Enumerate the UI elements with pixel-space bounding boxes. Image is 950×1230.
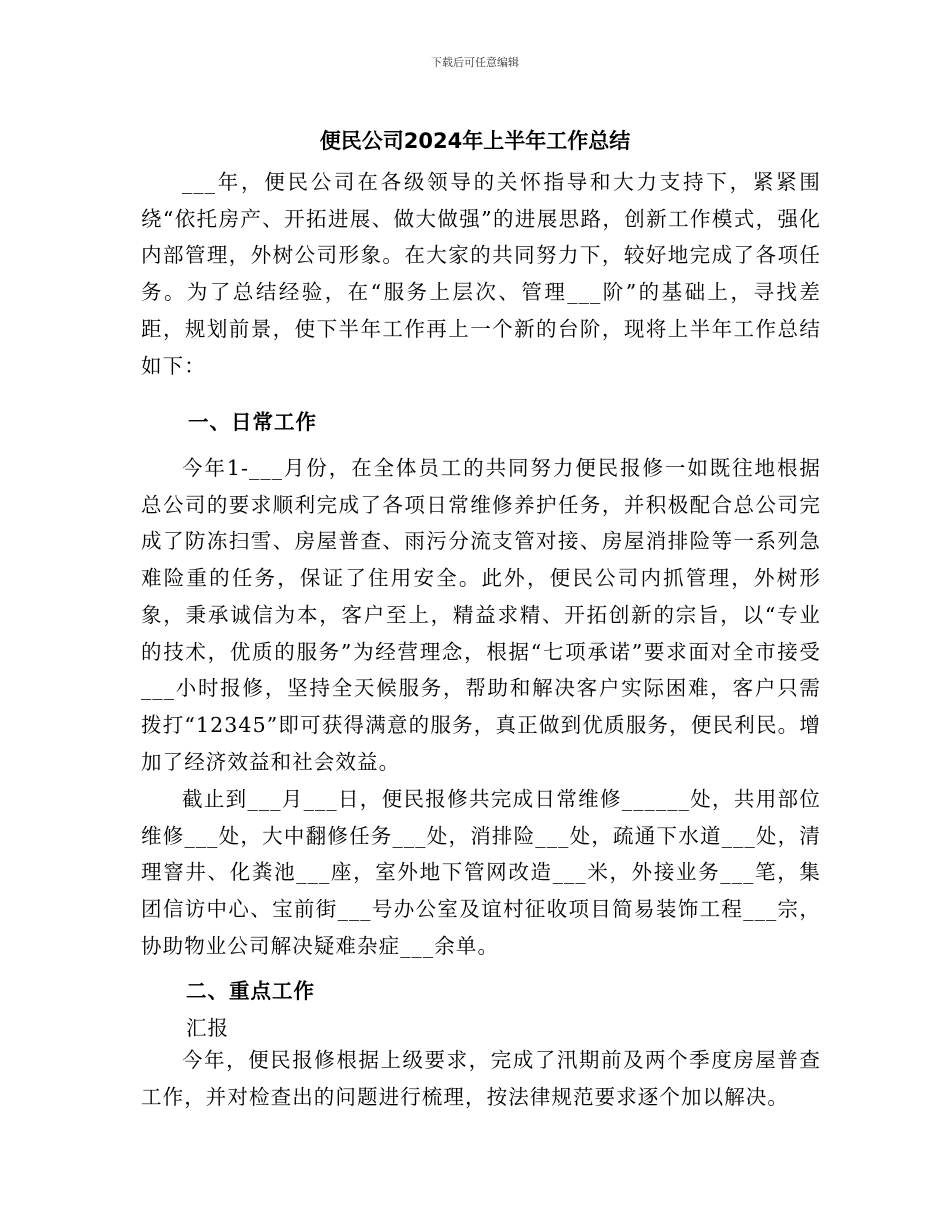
daily-work-paragraph-1: 今年1-___月份，在全体员工的共同努力便民报修一如既往地根据总公司的要求顺利完成了各项日常维修养护任务，并积极配合总公司完成了防冻扫雪、房屋普查、雨污分流支管对接、房屋消排险等一系列急难险重的任务，保证了住用安全。此外，便民公司内抓管理，外树形象，秉承诚信为本，客户至上，精益求精、开拓创新的宗旨，以“专业的技术，优质的服务”为经营理念，根据“七项承诺”要求面对全市接受___小时报修，坚持全天候服务，帮助和解决客户实际困难，客户只需拨打“12345”即可获得满意的服务，真正做到优质服务，便民利民。增加了经济效益和社会效益。 xyxy=(141,456,821,774)
key-work-paragraph-1: 今年，便民报修根据上级要求，完成了汛期前及两个季度房屋普查工作，并对检查出的问题进行梳理，按法律规范要求逐个加以解决。 xyxy=(141,1048,821,1109)
daily-work-paragraph-2: 截止到___月___日，便民报修共完成日常维修______处，共用部位维修___处，大中翻修任务___处，消排险___处，疏通下水道___处，清理窨井、化粪池___座，室外地下管网改造___米，外接业务___笔，集团信访中心、宝前街___号办公室及谊村征收项目简易装饰工程___宗，协助物业公司解决疑难杂症___余单。 xyxy=(141,787,821,958)
document-title: 便民公司2024年上半年工作总结 xyxy=(319,129,631,153)
section-heading-key-work: 二、重点工作 xyxy=(186,979,315,1003)
report-subheading: 汇报 xyxy=(186,1016,229,1040)
header-note: 下载后可任意编辑 xyxy=(431,56,519,69)
intro-paragraph: ___年，便民公司在各级领导的关怀指导和大力支持下，紧紧围绕“依托房产、开拓进展、做大做强”的进展思路，创新工作模式，强化内部管理，外树公司形象。在大家的共同努力下，较好地完成了各项任务。为了总结经验，在“服务上层次、管理___阶”的基础上，寻找差距，规划前景，使下半年工作再上一个新的台阶，现将上半年工作总结如下： xyxy=(141,170,821,378)
section-heading-daily-work: 一、日常工作 xyxy=(188,410,317,434)
